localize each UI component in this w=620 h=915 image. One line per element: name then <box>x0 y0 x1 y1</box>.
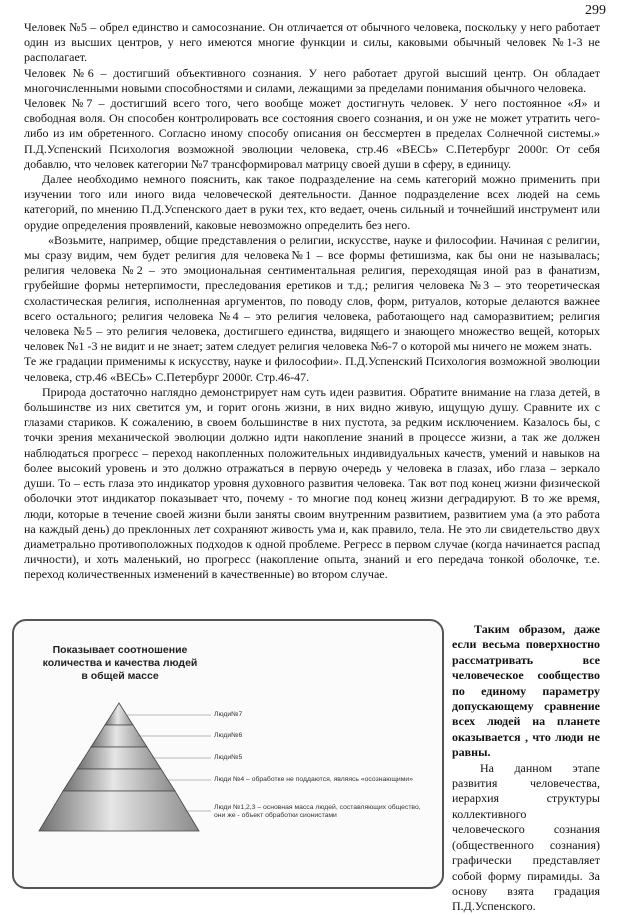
paragraph-nature: Природа достаточно наглядно демонстрирует нам суть идеи развития. Обратите внимание на глаза детей, в большинстве из них светится ум, и горит огонь жизни, в них видно живую, ищущую душу. Сравните их с глазами стариков. К сожалению, в своем большинстве в них пустота, за редким исключением. Казалось бы, с точки зрения механической эволюции должно идти накопление знаний в процессе жизни, а так же должен наблюдаться прогресс – переход накопленных положительных индивидуальных качеств, умений и навыков на более высокий уровень и это должно отражаться в первую очередь у человека в глазах, ибо глаза – зеркало души. То – есть глаза это индикатор уровня духовного развития человека. Так вот под конец жизни физической оболочки этот индикатор показывает что, почему - то многие под конец жизни деградируют. В то же время, люди, которые в течение своей жизни были заняты своим внутренним развитием, развитием ума (а это работа на каждый день) до преклонных лет сохраняют живость ума и, как правило, тела. Не это ли свидетельство двух диаметрально противоположных подходов к одной проблеме. Регресс в первом случае (когда начинается распад личности), и хоть маленький, но прогресс (накопление опыта, знаний и его передача тонкой оболочке, т.е. переход количественных изменений в качественные) во втором случае. <box>24 384 600 582</box>
tier-label-6: Люди№6 <box>214 732 243 739</box>
figure-title: Показывает соотношение количества и качества людей в общей массе <box>42 644 198 682</box>
pyramid-tier-5 <box>77 747 161 769</box>
tier-label-1-3-cont: они же - объект обработки сионистами <box>214 812 337 819</box>
pyramid-tier-1-3 <box>39 791 199 831</box>
tier-label-4: Люди №4 – обработке не поддаются, являясь «осознающими» <box>214 776 413 783</box>
pyramid-figure <box>12 619 444 889</box>
side-text-normal: На данном этапе развития человечества, иерархия структуры коллективного человеческого сознания (общественного сознания) графически представляет собой форму пирамиды. За основу взята градация П.Д.Успенского. <box>452 760 600 914</box>
paragraph-person-6: Человек №6 – достигший объективного сознания. У него работает другой высший центр. Он обладает многочисленными новыми способностями и силами, лежащими за пределами понимания обычного человека. <box>24 65 600 95</box>
tier-label-5: Люди№5 <box>214 754 243 761</box>
pyramid-tier-4 <box>63 769 175 791</box>
pyramid-tier-7 <box>105 703 133 725</box>
side-text-bold: Таким образом, даже если весьма поверхностно рассматривать все человеческое сообщество по единому параметру допускающему сравнение всех людей на планете оказывается , что люди не равны. <box>452 622 600 760</box>
tier-label-7: Люди№7 <box>214 711 243 718</box>
side-text <box>452 622 600 915</box>
paragraph-person-7: Человек №7 – достигший всего того, чего вообще может достигнуть человек. У него постоянное «Я» и свободная воля. Он способен контролировать все состояния своего сознания, и он уже не может утратить чего-либо из им обретенного. Согласно иному способу описания он бессмертен в пределах Солнечной системы.» П.Д.Успенский Психология возможной эволюции человека, стр.46 «ВЕСЬ» С.Петербург 2000г. От себя добавлю, что человек категории №7 трансформировал матрицу своей души в сферу, в единицу. <box>24 96 600 171</box>
main-text <box>24 20 600 583</box>
tier-label-1-3: Люди №1,2,3 – основная масса людей, составляющих общество, <box>214 804 421 811</box>
paragraph-person-5: Человек №5 – обрел единство и самосознание. Он отличается от обычного человека, поскольку у него работает один из высших центров, у него имеются многие функции и силы, каковыми обычный человек №1-3 не располагает. <box>24 20 600 65</box>
paragraph-gradations: Те же градации применимы к искусству, науке и философии». П.Д.Успенский Психология возможной эволюции человека, стр.46 «ВЕСЬ» С.Петербург 2000г. Стр.46-47. <box>24 354 600 384</box>
page-number: 299 <box>585 3 606 18</box>
paragraph-categories: Далее необходимо немного пояснить, как такое подразделение на семь категорий можно применить при изучении того или иного вида человеческой деятельности. Данное подразделение всех людей на семь категорий, по мнению П.Д.Успенского дает в руки тех, кто ведает, очень сильный и точнейший инструмент или орудие определения проявлений, каковые невозможно определить без него. <box>24 172 600 232</box>
paragraph-religion-quote: «Возьмите, например, общие представления о религии, искусстве, науке и философии. Начиная с религии, мы сразу видим, чем будет религия для человека№1 – все формы фетишизма, как бы они не называлась; религия человека №2 – это эмоциональная сентиментальная религия, переходящая иной раз в фанатизм, грубейшие формы нетерпимости, преследования еретиков и т.д.; религия человека №3 – это теоретическая схоластическая религия, исполненная аргументов, по поводу слов, форм, ритуалов, которые делаются важнее всего остального; религия человека №4 – это религия человека, работающего над саморазвитием; религия человека №5 – это религия человека, достигшего единства, видящего и знающего множество вещей, которых человек №1 -3 не видит и не знает; затем следует религия человека №6-7 о которой мы ничего не можем знать. <box>24 232 600 354</box>
